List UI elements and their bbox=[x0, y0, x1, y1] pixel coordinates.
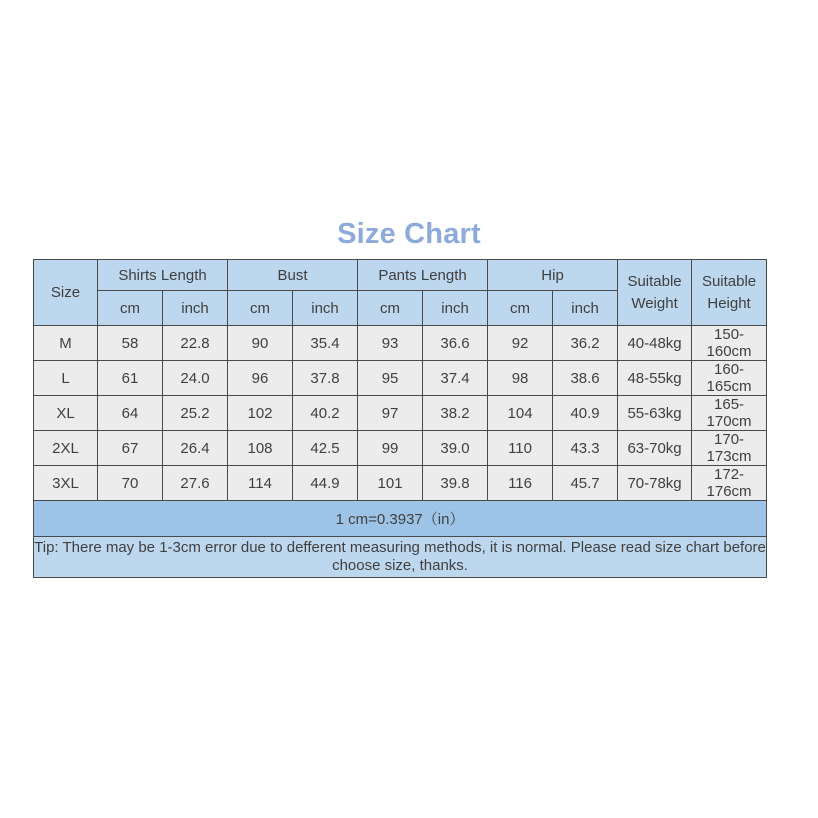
header-bust: Bust bbox=[228, 260, 358, 291]
size-cell: XL bbox=[34, 396, 98, 431]
bust-cm-cell: 90 bbox=[228, 326, 293, 361]
pants-cm-cell: 99 bbox=[358, 431, 423, 466]
hip-cm-cell: 104 bbox=[488, 396, 553, 431]
table-row bbox=[34, 326, 767, 361]
unit-inch: inch bbox=[553, 291, 618, 326]
header-weight-line2: Weight bbox=[631, 294, 678, 312]
bust-inch-cell: 44.9 bbox=[293, 466, 358, 501]
weight-cell: 63-70kg bbox=[618, 431, 692, 466]
pants-inch-cell: 39.8 bbox=[423, 466, 488, 501]
shirts-inch-cell: 26.4 bbox=[163, 431, 228, 466]
pants-cm-cell: 95 bbox=[358, 361, 423, 396]
height-cell: 172-176cm bbox=[692, 466, 767, 501]
conversion-note: 1 cm=0.3937（in） bbox=[34, 501, 767, 537]
tip-row bbox=[34, 537, 767, 578]
size-cell: 3XL bbox=[34, 466, 98, 501]
hip-inch-cell: 40.9 bbox=[553, 396, 618, 431]
header-height-line2: Height bbox=[707, 294, 751, 312]
size-cell: 2XL bbox=[34, 431, 98, 466]
bust-inch-cell: 35.4 bbox=[293, 326, 358, 361]
table-row bbox=[34, 396, 767, 431]
shirts-cm-cell: 61 bbox=[98, 361, 163, 396]
unit-inch: inch bbox=[293, 291, 358, 326]
header-hip: Hip bbox=[488, 260, 618, 291]
shirts-cm-cell: 58 bbox=[98, 326, 163, 361]
pants-inch-cell: 36.6 bbox=[423, 326, 488, 361]
header-suitable-weight bbox=[618, 260, 692, 326]
table-row bbox=[34, 361, 767, 396]
unit-cm: cm bbox=[228, 291, 293, 326]
hip-inch-cell: 45.7 bbox=[553, 466, 618, 501]
pants-cm-cell: 101 bbox=[358, 466, 423, 501]
size-chart-table bbox=[33, 259, 767, 578]
hip-cm-cell: 98 bbox=[488, 361, 553, 396]
shirts-inch-cell: 24.0 bbox=[163, 361, 228, 396]
bust-cm-cell: 108 bbox=[228, 431, 293, 466]
unit-cm: cm bbox=[358, 291, 423, 326]
shirts-cm-cell: 64 bbox=[98, 396, 163, 431]
hip-cm-cell: 92 bbox=[488, 326, 553, 361]
page-title: Size Chart bbox=[337, 218, 481, 250]
size-header: Size bbox=[34, 260, 98, 326]
hip-cm-cell: 110 bbox=[488, 431, 553, 466]
size-cell: L bbox=[34, 361, 98, 396]
unit-inch: inch bbox=[423, 291, 488, 326]
height-cell: 165-170cm bbox=[692, 396, 767, 431]
header-row-groups bbox=[34, 260, 767, 291]
pants-cm-cell: 97 bbox=[358, 396, 423, 431]
weight-cell: 40-48kg bbox=[618, 326, 692, 361]
unit-cm: cm bbox=[98, 291, 163, 326]
bust-cm-cell: 96 bbox=[228, 361, 293, 396]
pants-inch-cell: 39.0 bbox=[423, 431, 488, 466]
pants-inch-cell: 38.2 bbox=[423, 396, 488, 431]
hip-inch-cell: 43.3 bbox=[553, 431, 618, 466]
bust-inch-cell: 42.5 bbox=[293, 431, 358, 466]
conversion-row bbox=[34, 501, 767, 537]
unit-cm: cm bbox=[488, 291, 553, 326]
height-cell: 150-160cm bbox=[692, 326, 767, 361]
weight-cell: 55-63kg bbox=[618, 396, 692, 431]
bust-inch-cell: 40.2 bbox=[293, 396, 358, 431]
shirts-inch-cell: 27.6 bbox=[163, 466, 228, 501]
shirts-cm-cell: 67 bbox=[98, 431, 163, 466]
hip-cm-cell: 116 bbox=[488, 466, 553, 501]
hip-inch-cell: 36.2 bbox=[553, 326, 618, 361]
unit-inch: inch bbox=[163, 291, 228, 326]
bust-cm-cell: 114 bbox=[228, 466, 293, 501]
header-pants-length: Pants Length bbox=[358, 260, 488, 291]
header-suitable-height bbox=[692, 260, 767, 326]
table-row bbox=[34, 466, 767, 501]
bust-inch-cell: 37.8 bbox=[293, 361, 358, 396]
weight-cell: 70-78kg bbox=[618, 466, 692, 501]
pants-inch-cell: 37.4 bbox=[423, 361, 488, 396]
size-cell: M bbox=[34, 326, 98, 361]
shirts-inch-cell: 25.2 bbox=[163, 396, 228, 431]
tip-note: Tip: There may be 1-3cm error due to defferent measuring methods, it is normal. Please read size chart before choose size, thanks. bbox=[34, 537, 767, 578]
header-shirts-length: Shirts Length bbox=[98, 260, 228, 291]
bust-cm-cell: 102 bbox=[228, 396, 293, 431]
header-weight-line1: Suitable bbox=[627, 272, 682, 290]
weight-cell: 48-55kg bbox=[618, 361, 692, 396]
shirts-inch-cell: 22.8 bbox=[163, 326, 228, 361]
pants-cm-cell: 93 bbox=[358, 326, 423, 361]
header-height-line1: Suitable bbox=[701, 272, 757, 290]
height-cell: 160-165cm bbox=[692, 361, 767, 396]
height-cell: 170-173cm bbox=[692, 431, 767, 466]
shirts-cm-cell: 70 bbox=[98, 466, 163, 501]
table-row bbox=[34, 431, 767, 466]
hip-inch-cell: 38.6 bbox=[553, 361, 618, 396]
